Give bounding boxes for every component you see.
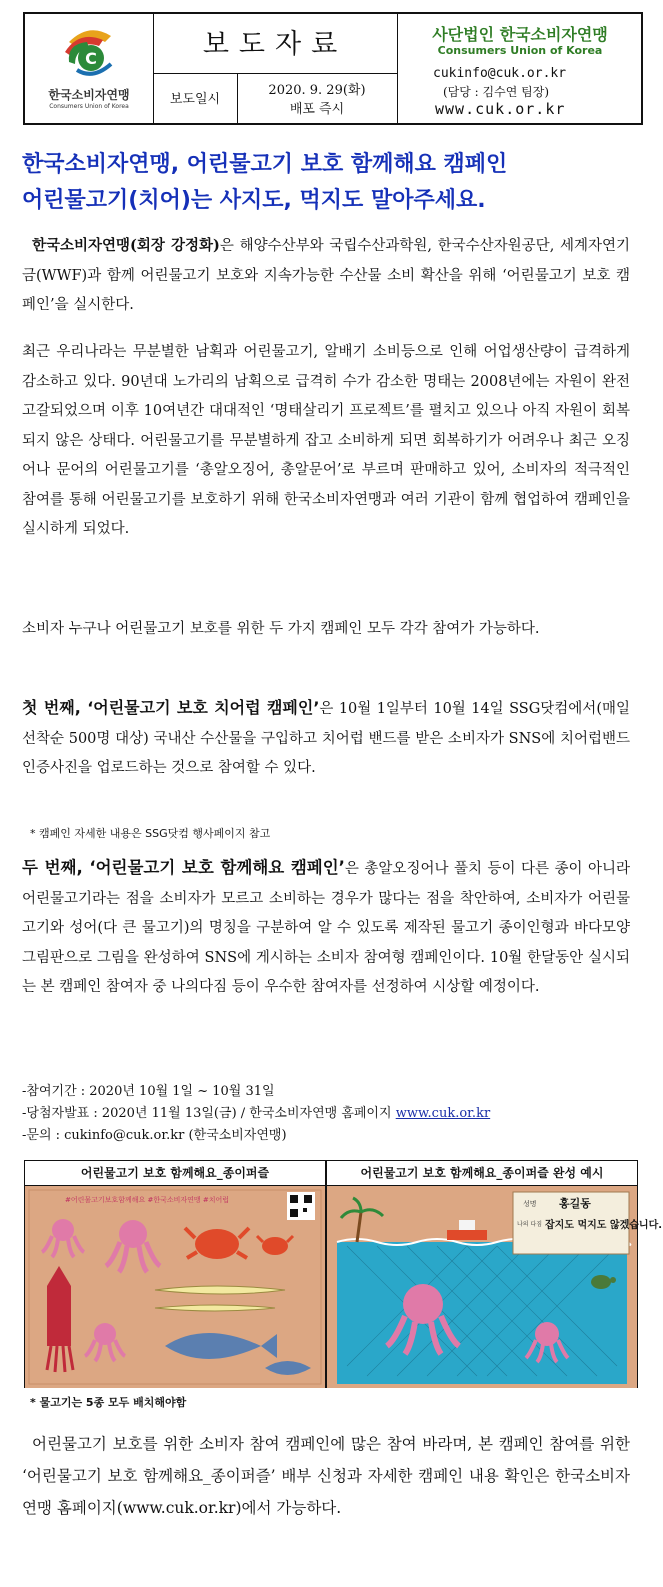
release-label: 보도일시 (169, 92, 221, 107)
logo-cell (25, 14, 153, 123)
figure-puzzle-example (326, 1160, 663, 1388)
paragraph-3: 소비자 누구나 어린물고기 보호를 위한 두 가지 캠페인 모두 각각 참여가 가능하다. (22, 621, 540, 637)
paragraph-1 (22, 231, 630, 321)
note-five-fish: * 물고기는 5종 모두 배치해야함 (30, 1396, 187, 1409)
title-line-1: 한국소비자연맹, 어린물고기 보호 함께해요 캠페인 (22, 152, 508, 177)
cuk-logo-icon (59, 24, 119, 80)
manager: (담당 : 김수연 팀장) (443, 85, 549, 99)
figure-puzzle (24, 1160, 326, 1388)
campaign-2-text: 은 총알오징어나 풀치 등이 다른 종이 아니라 어린물고기라는 점을 소비자가 모르고 소비하는 경우가 많다는 점을 착안하여, 소비자가 어린물고기와 성어(다 큰 물고기)의 명칭을 구분하여 알 수 있도록 제작된 물고기 종이인형과 바다모양 그림판으로 그림을 완성하여 SNS에 게시하는 소비자 참여형 캠페인이다. 10월 한달동안 실시되는 본 캠페인 참여자 중 나의다짐 등이 우수한 참여자를 선정하여 시상할 예정이다. (22, 861, 631, 995)
note-ssg: * 캠페인 자세한 내용은 SSG닷컴 행사페이지 참고 (30, 827, 271, 840)
info-period: -참여기간 : 2020년 10월 1일 ~ 10월 31일 (22, 1084, 275, 1099)
paragraph-2: 최근 우리나라는 무분별한 남획과 어린물고기, 알배기 소비등으로 인해 어업생산량이 급격하게 감소하고 있다. 90년대 노가리의 남획으로 급격히 수가 감소한 명태는 2008년에는 자원이 완전 고갈되었으며 이후 10여년간 대대적인 ‘명태살리기 프로젝트’를 펼치고 있으나 아직 자원이 회복되지 않은 상태다. 어린물고기를 무분별하게 잡고 소비하게 되면 회복하기가 어려우나 최근 오징어나 문어의 어린물고기를 ‘총알오징어, 총알문어’로 부르며 판매하고 있어, 소비자의 적극적인 참여를 통해 어린물고기를 보호하기 위해 한국소비자연맹과 여러 기관이 함께 협업하여 캠페인을 실시하게 되었다. (22, 344, 630, 537)
campaign-2-lead: 두 번째, ‘어린물고기 보호 함께해요 캠페인’ (22, 858, 345, 877)
puzzle-illustration (25, 1186, 325, 1388)
pledge-text: 잡지도 먹지도 않겠습니다. (545, 1220, 663, 1231)
release-note: 배포 즉시 (289, 102, 345, 117)
homepage-link[interactable]: www.cuk.or.kr (395, 1106, 491, 1121)
figure-puzzle-caption: 어린물고기 보호 함께해요_종이퍼즐 (25, 1161, 325, 1186)
website: www.cuk.or.kr (435, 100, 566, 118)
pledge-name: 홍길동 (559, 1197, 591, 1210)
svg-text:#어린물고기보호함께해요 #한국소비자연맹 #치어럽: #어린물고기보호함께해요 #한국소비자연맹 #치어럽 (65, 1196, 230, 1204)
logo-sub: Consumers Union of Korea (49, 103, 129, 110)
svg-text:C: C (85, 49, 97, 68)
info-contact: -문의 : cukinfo@cuk.or.kr (한국소비자연맹) (22, 1128, 287, 1143)
name-label: 성명 (523, 1200, 537, 1208)
paragraph-5 (22, 853, 630, 1003)
header-table (23, 12, 643, 125)
paragraph-4 (22, 693, 630, 784)
pledge-label: 나의 다짐 (517, 1221, 543, 1228)
paragraph-1-bold: 한국소비자연맹(회장 강정화) (32, 237, 220, 254)
paragraph-1-text: 은 해양수산부와 국립수산과학원, 한국수산자원공단, 세계자연기금(WWF)과 함께 어린물고기 보호와 지속가능한 수산물 소비 확산을 위해 ‘어린물고기 보호 캠페인’을 실시한다. (22, 238, 631, 313)
email: cukinfo@cuk.or.kr (433, 66, 567, 81)
campaign-1-lead: 첫 번째, ‘어린물고기 보호 치어럽 캠페인’ (22, 698, 320, 717)
info-winner: -당첨자발표 : 2020년 11월 13일(금) / 한국소비자연맹 홈페이지 www.cuk.or.kr (22, 1106, 491, 1121)
doc-type: 보도자료 (202, 29, 348, 60)
info-list (22, 1081, 632, 1147)
figure-example-caption: 어린물고기 보호 함께해요_종이퍼즐 완성 예시 (327, 1161, 637, 1186)
campaign-1-text: 은 10월 1일부터 10월 14일 SSG닷컴에서(매일 선착순 500명 대상) 국내산 수산물을 구입하고 치어럽 밴드를 받은 소비자가 SNS에 치어럽밴드 인증사진을 업로드하는 것으로 참여할 수 있다. (22, 701, 630, 776)
release-date: 2020. 9. 29(화) (268, 83, 366, 98)
title-line-2: 어린물고기(치어)는 사지도, 먹지도 말아주세요. (22, 188, 486, 213)
paragraph-6: 어린물고기 보호를 위한 소비자 참여 캠페인에 많은 참여 바라며, 본 캠페인 참여를 위한 ‘어린물고기 보호 함께해요_종이퍼즐’ 배부 신청과 자세한 캠페인 내용 확인은 한국소비자연맹 홈페이지(www.cuk.or.kr)에서 가능하다. (22, 1435, 630, 1517)
org-en: Consumers Union of Korea (437, 44, 603, 57)
logo-name: 한국소비자연맹 (48, 88, 130, 102)
org-name: 사단법인 한국소비자연맹 (432, 25, 608, 44)
completed-puzzle-illustration (327, 1186, 663, 1388)
